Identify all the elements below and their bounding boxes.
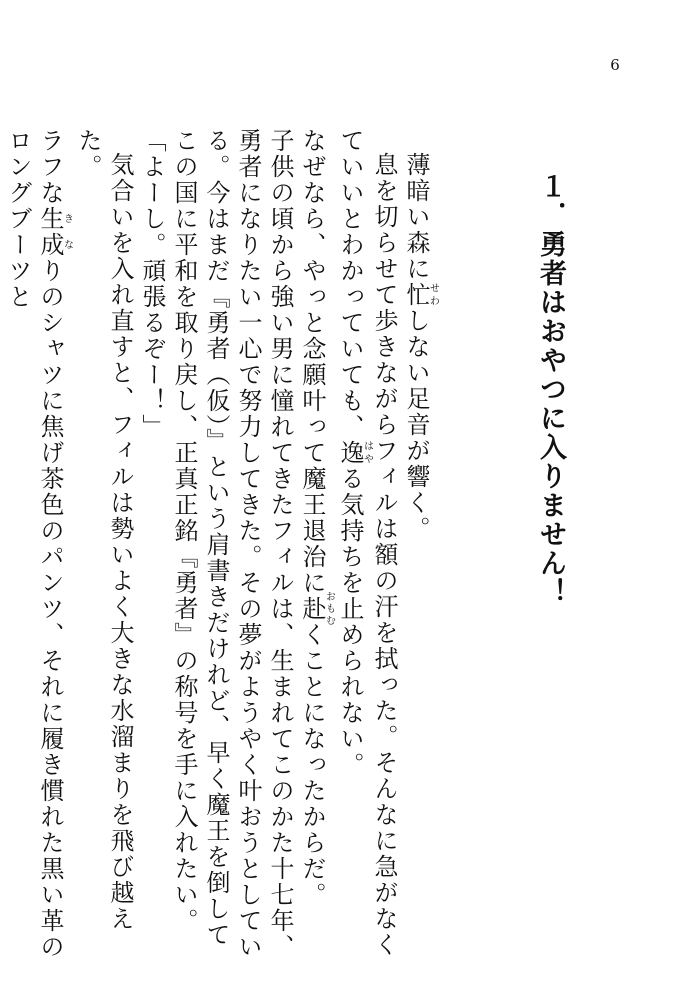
ruby-reading: せわ — [427, 282, 439, 308]
text-run: りのシャツに焦げ茶色のパンツ、それに履き慣れた黒い革のロングブーツと — [4, 128, 64, 960]
paragraph: 子供の頃から強い男に憧れてきたフィルは、生まれてこのかた十七年、勇者になりたい一心で努力してきた。その夢がようやく叶おうとしている。今はまだ『勇者（仮）』という肩書きだけれど、早く魔王を倒してこの国に平和を取り戻し、正真正銘『勇者』の称号を手に入れたい。 — [170, 128, 294, 960]
body-text — [4, 128, 439, 968]
ruby-base: 逸 — [336, 440, 364, 466]
ruby-base: 忙 — [402, 282, 430, 308]
paragraph — [2, 128, 72, 968]
text-run: 薄暗い森に — [402, 152, 430, 282]
ruby-base: 生成 — [36, 206, 64, 258]
text-run: ラフな — [36, 128, 64, 206]
text-run: しない足音が響く。 — [402, 308, 430, 542]
ruby-base: 赴 — [298, 591, 326, 627]
ruby-reading: はや — [361, 440, 373, 466]
text-run: 息を切らせて歩きながらフィルは額の汗を拭った。そんなに急がなくていいとわかっていても、 — [336, 128, 398, 958]
ruby-annotation — [298, 591, 335, 627]
page-number: 6 — [610, 56, 620, 74]
text-run: る気持ちを止められない。 — [336, 466, 364, 778]
text-run: なぜなら、やっと念願叶って魔王退治に — [298, 128, 326, 596]
paragraph — [334, 128, 400, 968]
dialogue-line: 「よーし。頑張るぞー！」 — [138, 128, 166, 440]
chapter-title: １．勇者はおやつに入りません！ — [535, 172, 566, 607]
ruby-annotation — [36, 206, 73, 258]
paragraph: 気合いを入れ直すと、フィルは勢いよく大きな水溜まりを飛び越えた。 — [74, 128, 134, 932]
paragraph — [296, 128, 334, 968]
ruby-reading: きな — [61, 206, 73, 258]
paragraph — [400, 128, 438, 968]
ruby-annotation — [402, 282, 439, 308]
ruby-reading: おもむ — [323, 591, 335, 627]
text-run: くことになったからだ。 — [298, 622, 326, 908]
ruby-annotation — [336, 440, 373, 466]
